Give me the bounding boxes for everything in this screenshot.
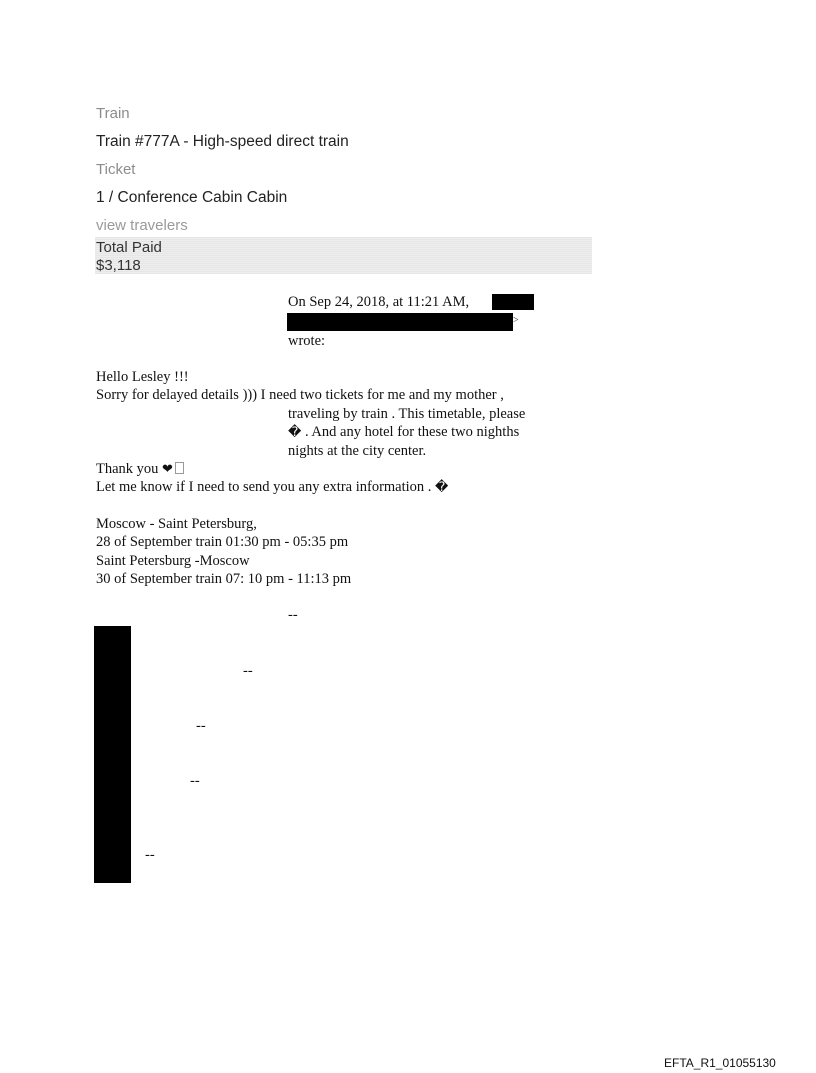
view-travelers-link[interactable]: view travelers: [96, 217, 188, 234]
email-thanks-line: [96, 461, 184, 478]
route-outbound: Moscow - Saint Petersburg,: [96, 516, 257, 532]
missing-glyph-icon: [175, 462, 184, 474]
redaction-sender-email: [287, 313, 513, 331]
email-body-line-3-text: . And any hotel for these two nighths: [304, 424, 520, 440]
email-body-line-4: nights at the city center.: [288, 443, 427, 459]
email-greeting: Hello Lesley !!!: [96, 369, 189, 385]
email-header-gt: >: [513, 315, 519, 326]
total-paid-panel: [95, 237, 592, 274]
email-thanks: Thank you: [96, 461, 159, 477]
signature-separator: --: [288, 607, 298, 623]
train-value: Train #777A - High-speed direct train: [96, 133, 349, 150]
signature-separator: --: [243, 663, 253, 679]
email-extra-info: Let me know if I need to send you any extra information .: [96, 479, 432, 495]
email-extra-info-line: [96, 479, 448, 496]
email-header-date: On Sep 24, 2018, at 11:21 AM,: [288, 294, 470, 310]
email-body-line-3: [288, 424, 519, 441]
total-paid-label: Total Paid: [96, 239, 162, 256]
signature-separator: --: [190, 773, 200, 789]
email-body-line-1: Sorry for delayed details ))) I need two tickets for me and my mother ,: [96, 387, 504, 403]
signature-separator: --: [196, 718, 206, 734]
email-header-wrote: wrote:: [288, 333, 326, 349]
signature-separator: --: [145, 847, 155, 863]
document-id: EFTA_R1_01055130: [664, 1056, 776, 1070]
unknown-glyph: �: [288, 425, 302, 440]
unknown-glyph: �: [435, 480, 449, 495]
route-return: Saint Petersburg -Moscow: [96, 553, 250, 569]
redaction-sender-name: [492, 294, 534, 310]
route-return-time: 30 of September train 07: 10 pm - 11:13 pm: [96, 571, 352, 587]
ticket-value: 1 / Conference Cabin Cabin: [96, 189, 288, 206]
train-label: Train: [96, 105, 130, 122]
redaction-signature-block: [94, 626, 131, 883]
route-outbound-time: 28 of September train 01:30 pm - 05:35 pm: [96, 534, 349, 550]
total-paid-value: $3,118: [96, 257, 141, 274]
ticket-label: Ticket: [96, 161, 136, 178]
heart-icon: ❤: [162, 462, 173, 477]
email-body-line-2: traveling by train . This timetable, please: [288, 406, 526, 422]
